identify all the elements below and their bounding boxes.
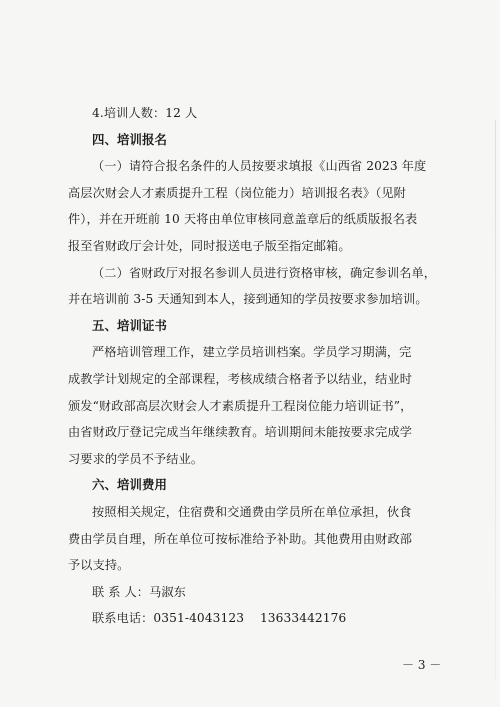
text-line: 由省财政厅登记完成当年继续教育。培训期间未能按要求完成学: [68, 425, 413, 440]
text-line: 颁发“财政部高层次财会人才素质提升工程岗位能力培训证书”，: [68, 398, 413, 413]
document-body: [68, 100, 440, 632]
text-line: 费由学员自理，所在单位可按标准给予补助。其他费用由财政部: [68, 531, 413, 546]
text-line: 成教学计划规定的全部课程，考核成绩合格者予以结业，结业时: [68, 371, 413, 386]
section-heading-registration: 四、培训报名: [92, 131, 167, 147]
text-line: 严格培训管理工作，建立学员培训档案。学员学习期满，完: [92, 345, 412, 360]
scan-edge-shadow: [495, 120, 496, 680]
section-heading-certificate: 五、培训证书: [92, 317, 167, 333]
section-heading-fees: 六、培训费用: [92, 477, 167, 493]
text-line: 报至省财政厅会计处，同时报送电子版至指定邮箱。: [68, 238, 351, 253]
text-line: 并在培训前 3-5 天通知到本人，接到通知的学员按要求参加培训。: [68, 292, 428, 307]
text-line: 高层次财会人才素质提升工程（岗位能力）培训报名表》（见附: [68, 185, 406, 200]
text-line: （二）省财政厅对报名参训人员进行资格审核，确定参训名单，: [92, 265, 437, 280]
page-number: － 3 －: [402, 658, 442, 672]
text-line: 习要求的学员不予结业。: [68, 451, 204, 466]
text-line: 件），并在开班前 10 天将由单位审核同意盖章后的纸质版报名表: [68, 212, 418, 227]
text-line: （一）请符合报名条件的人员按要求填报《山西省 2023 年度: [92, 159, 427, 174]
text-line: 予以支持。: [68, 558, 130, 573]
text-line: 按照相关规定，住宿费和交通费由学员所在单位承担，伙食: [92, 504, 412, 519]
contact-person: 联 系 人：马淑东: [92, 584, 186, 599]
contact-phone: 联系电话：0351-4043123 13633442176: [92, 611, 347, 626]
text-line: 4.培训人数：12 人: [92, 106, 198, 120]
